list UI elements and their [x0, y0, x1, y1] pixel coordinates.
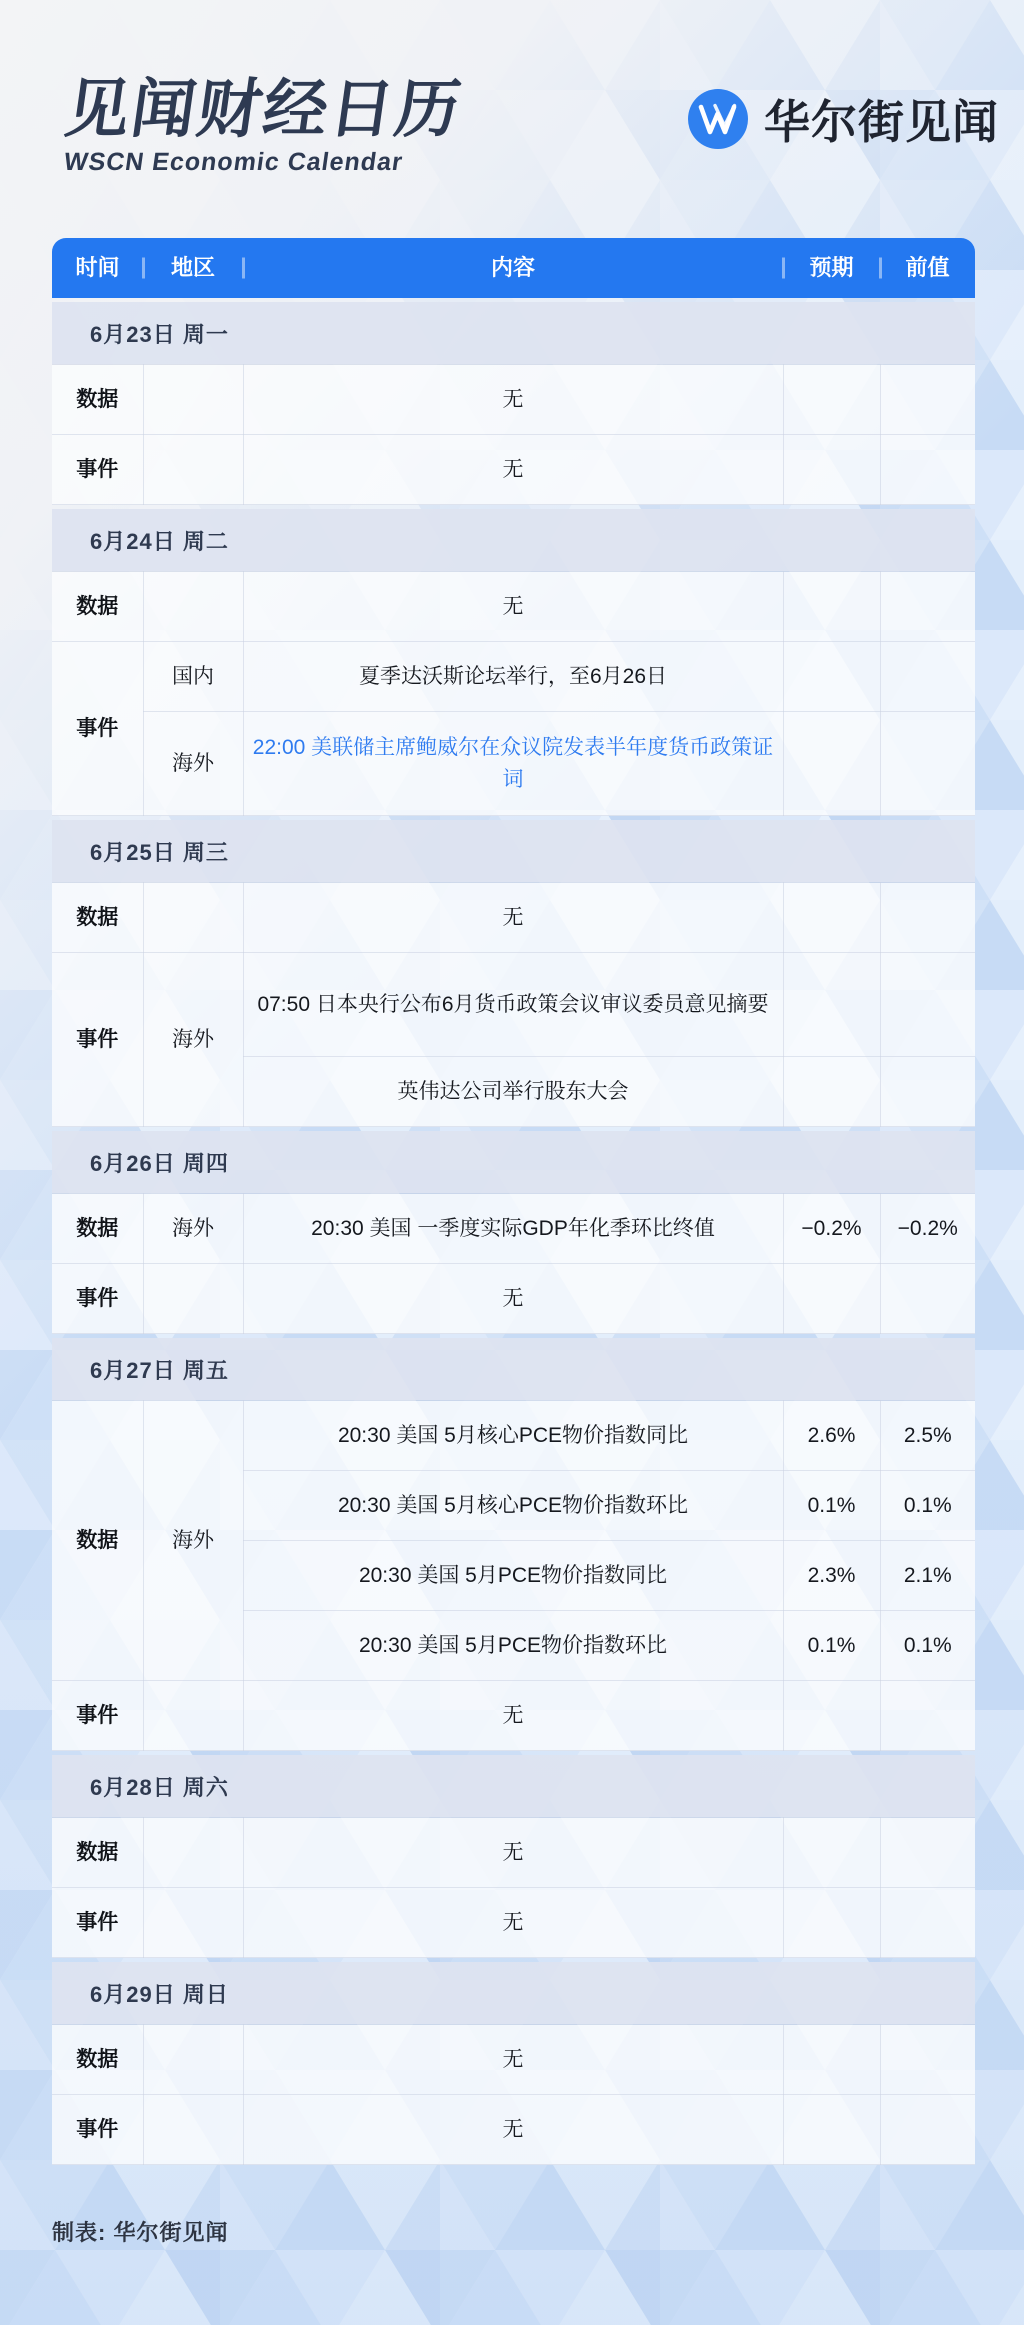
cell-previous: 0.1%: [880, 1611, 975, 1681]
table-header-row: [52, 238, 975, 298]
cell-type: 数据: [52, 2025, 143, 2095]
cell-region: [143, 2095, 243, 2165]
cell-content: 英伟达公司举行股东大会: [243, 1057, 783, 1127]
cell-expected: [783, 953, 880, 1057]
cell-content: 无: [243, 1681, 783, 1751]
table-row: [52, 1194, 975, 1264]
brand-logo: [688, 88, 999, 150]
cell-expected: [783, 712, 880, 816]
cell-region: [143, 1264, 243, 1334]
cell-content: 夏季达沃斯论坛举行，至6月26日: [243, 642, 783, 712]
table-row: [52, 2025, 975, 2095]
cell-previous: [880, 953, 975, 1057]
cell-content: 无: [243, 1264, 783, 1334]
cell-type: 事件: [52, 953, 143, 1127]
day-section-jun26: [52, 1131, 975, 1334]
cell-expected: [783, 2095, 880, 2165]
table-row: [52, 883, 975, 953]
cell-expected: [783, 883, 880, 953]
cell-region: [143, 1888, 243, 1958]
date-band: 6月23日 周一: [52, 302, 975, 364]
table-row: [52, 1681, 975, 1751]
cell-region: 国内: [143, 642, 243, 712]
cell-type: 事件: [52, 435, 143, 505]
cell-content: 无: [243, 435, 783, 505]
cell-region: [143, 1681, 243, 1751]
cell-previous: [880, 572, 975, 642]
cell-content: 无: [243, 572, 783, 642]
cell-previous: 0.1%: [880, 1471, 975, 1541]
cell-type: 数据: [52, 572, 143, 642]
cell-type: 事件: [52, 1681, 143, 1751]
day-section-jun29: [52, 1962, 975, 2165]
cell-type: 数据: [52, 365, 143, 435]
table-row: [52, 1818, 975, 1888]
cell-type: 事件: [52, 2095, 143, 2165]
cell-previous: [880, 2025, 975, 2095]
table-row: [52, 435, 975, 505]
day-section-jun25: [52, 820, 975, 1127]
col-header-content: 内容: [243, 238, 783, 298]
cell-previous: [880, 1057, 975, 1127]
cell-previous: [880, 2095, 975, 2165]
date-band: 6月24日 周二: [52, 509, 975, 571]
cell-region: 海外: [143, 712, 243, 816]
cell-previous: [880, 1681, 975, 1751]
table-row: [52, 365, 975, 435]
col-header-expected: 预期: [783, 238, 880, 298]
cell-expected: [783, 1681, 880, 1751]
cell-region: [143, 365, 243, 435]
date-band: 6月26日 周四: [52, 1131, 975, 1193]
cell-expected: 2.6%: [783, 1401, 880, 1471]
table-row: [52, 2095, 975, 2165]
day-section-jun24: [52, 509, 975, 816]
day-section-jun27: [52, 1338, 975, 1751]
table-row: [52, 1401, 975, 1471]
cell-expected: [783, 1888, 880, 1958]
cell-type: 事件: [52, 1264, 143, 1334]
day-section-jun28: [52, 1755, 975, 1958]
cell-type: 数据: [52, 883, 143, 953]
cell-content: 无: [243, 365, 783, 435]
cell-previous: [880, 712, 975, 816]
cell-type: 数据: [52, 1818, 143, 1888]
cell-expected: [783, 1264, 880, 1334]
cell-expected: [783, 642, 880, 712]
cell-expected: [783, 435, 880, 505]
cell-expected: [783, 1818, 880, 1888]
table-row: [52, 712, 975, 816]
col-header-region: 地区: [143, 238, 243, 298]
cell-expected: [783, 572, 880, 642]
cell-type: 事件: [52, 642, 143, 816]
cell-content: 20:30 美国 5月核心PCE物价指数同比: [243, 1401, 783, 1471]
day-section-jun23: [52, 302, 975, 505]
page-title: 见闻财经日历: [60, 73, 467, 145]
cell-region: [143, 572, 243, 642]
page-subtitle: WSCN Economic Calendar: [62, 148, 405, 176]
cell-expected: [783, 365, 880, 435]
date-band: 6月28日 周六: [52, 1755, 975, 1817]
cell-previous: [880, 1818, 975, 1888]
cell-content: 无: [243, 1818, 783, 1888]
cell-content: 20:30 美国 5月PCE物价指数同比: [243, 1541, 783, 1611]
cell-type: 事件: [52, 1888, 143, 1958]
cell-content: 无: [243, 2025, 783, 2095]
cell-content: 20:30 美国 一季度实际GDP年化季环比终值: [243, 1194, 783, 1264]
credit-line: 制表: 华尔街见闻: [52, 2220, 229, 2245]
date-band: 6月27日 周五: [52, 1338, 975, 1400]
cell-content: 20:30 美国 5月PCE物价指数环比: [243, 1611, 783, 1681]
event-link[interactable]: 22:00 美联储主席鲍威尔在众议院发表半年度货币政策证词: [243, 712, 783, 816]
cell-content: 无: [243, 2095, 783, 2165]
date-band: 6月29日 周日: [52, 1962, 975, 2024]
cell-previous: [880, 435, 975, 505]
cell-expected: −0.2%: [783, 1194, 880, 1264]
cell-previous: 2.5%: [880, 1401, 975, 1471]
cell-region: 海外: [143, 1401, 243, 1681]
cell-expected: [783, 1057, 880, 1127]
cell-previous: −0.2%: [880, 1194, 975, 1264]
cell-previous: [880, 883, 975, 953]
table-row: [52, 1264, 975, 1334]
economic-calendar-table: [52, 238, 975, 2165]
cell-type: 数据: [52, 1194, 143, 1264]
cell-region: 海外: [143, 953, 243, 1127]
cell-content: 20:30 美国 5月核心PCE物价指数环比: [243, 1471, 783, 1541]
cell-region: 海外: [143, 1194, 243, 1264]
brand-name: 华尔街见闻: [764, 97, 999, 148]
cell-previous: [880, 1888, 975, 1958]
cell-region: [143, 1818, 243, 1888]
table-row: [52, 1888, 975, 1958]
cell-expected: 0.1%: [783, 1471, 880, 1541]
masthead: [0, 0, 1024, 238]
cell-expected: 0.1%: [783, 1611, 880, 1681]
cell-type: 数据: [52, 1401, 143, 1681]
cell-previous: [880, 1264, 975, 1334]
table-row: [52, 572, 975, 642]
table-row: [52, 953, 975, 1057]
cell-region: [143, 2025, 243, 2095]
table-row: [52, 642, 975, 712]
wscn-w-logo-icon: [688, 89, 748, 149]
cell-content: 无: [243, 1888, 783, 1958]
cell-previous: [880, 642, 975, 712]
cell-region: [143, 435, 243, 505]
col-header-time: 时间: [75, 255, 120, 280]
cell-expected: 2.3%: [783, 1541, 880, 1611]
col-header-previous: 前值: [880, 238, 975, 298]
cell-previous: 2.1%: [880, 1541, 975, 1611]
cell-expected: [783, 2025, 880, 2095]
date-band: 6月25日 周三: [52, 820, 975, 882]
cell-content: 无: [243, 883, 783, 953]
cell-previous: [880, 365, 975, 435]
cell-content: 07:50 日本央行公布6月货币政策会议审议委员意见摘要: [243, 953, 783, 1057]
cell-region: [143, 883, 243, 953]
